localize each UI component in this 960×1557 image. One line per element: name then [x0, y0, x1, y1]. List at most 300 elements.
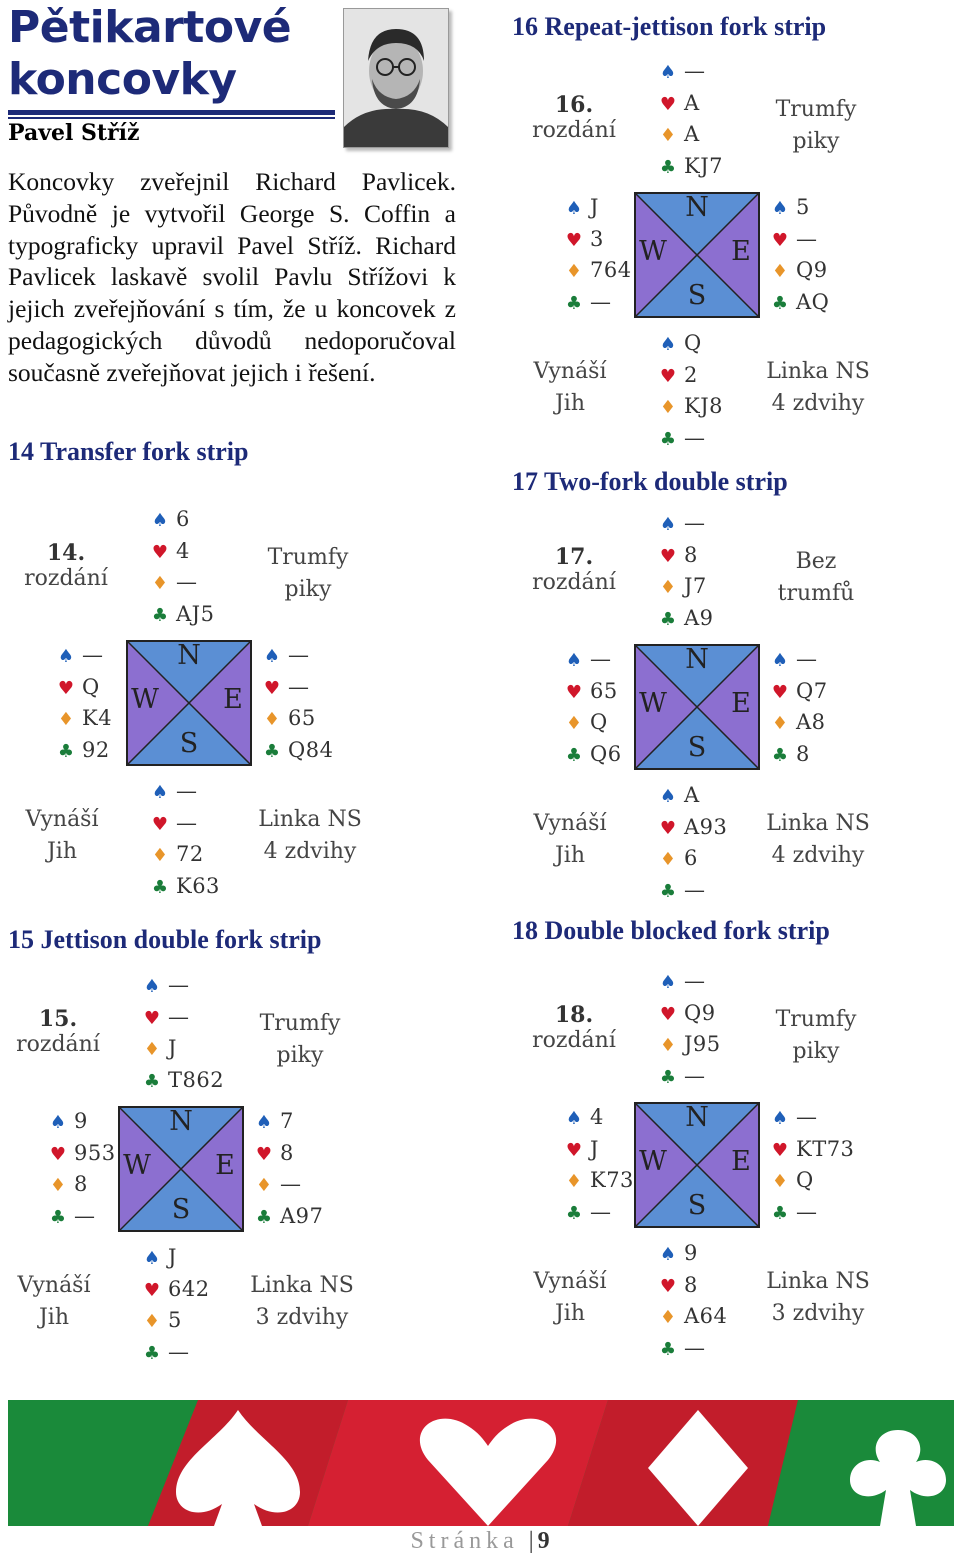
card-holding: 8 [796, 741, 810, 766]
card-holding: AQ [796, 289, 830, 314]
heart-icon: ♥ [659, 93, 677, 115]
card-holding: 5 [796, 195, 810, 219]
diamond-icon: ♦ [659, 1307, 677, 1328]
east-heart-row [770, 1134, 854, 1166]
deal-diagram-18 [508, 962, 948, 1382]
contract-line-2: piky [276, 1043, 324, 1068]
card-holding: 6 [176, 507, 190, 531]
heart-icon: ♥ [565, 1139, 583, 1161]
deal-number [16, 540, 116, 591]
compass-s: S [687, 280, 707, 311]
north-club-row [658, 151, 723, 183]
lead-label [510, 356, 630, 420]
target-line-2: 4 zdvihy [263, 839, 357, 864]
club-icon: ♣ [659, 428, 677, 450]
spade-icon: ♠ [151, 782, 169, 803]
diamond-icon: ♦ [565, 1171, 583, 1192]
lead-line-2: Jih [38, 1305, 70, 1330]
contract-label [756, 94, 876, 158]
north-diamond-row [658, 1029, 721, 1061]
hand-north [142, 970, 224, 1096]
east-club-row [770, 739, 828, 771]
compass-n: N [177, 640, 201, 671]
club-icon: ♣ [659, 1066, 677, 1088]
heart-icon: ♥ [49, 1143, 67, 1165]
south-heart-row [658, 360, 723, 392]
lead-line-2: Jih [46, 839, 78, 864]
south-club-row [658, 423, 723, 455]
club-icon: ♣ [771, 744, 789, 766]
north-club-row [142, 1065, 224, 1097]
compass-rose [634, 192, 760, 318]
diamond-icon: ♦ [659, 1035, 677, 1056]
south-diamond-row [150, 839, 220, 871]
card-holding: — [684, 59, 706, 83]
east-spade-row [262, 640, 333, 672]
contract-line-1: Trumfy [267, 545, 349, 570]
heart-icon: ♥ [143, 1007, 161, 1029]
title-rule-thick [8, 110, 335, 115]
south-club-row [658, 1333, 727, 1365]
deal-number [524, 1002, 624, 1053]
club-icon: ♣ [565, 1202, 583, 1224]
card-holding: J [590, 1136, 599, 1161]
card-holding: J95 [684, 1032, 721, 1056]
card-holding: 953 [74, 1140, 116, 1165]
heart-icon: ♥ [771, 229, 789, 251]
card-holding: — [168, 973, 190, 997]
card-holding: J [168, 1036, 177, 1060]
diamond-icon: ♦ [771, 713, 789, 734]
diamond-icon: ♦ [57, 709, 75, 730]
lead-line-1: Vynáší [25, 807, 99, 832]
compass-e: E [215, 1150, 235, 1181]
compass-rose [634, 644, 760, 770]
north-heart-row [658, 998, 721, 1030]
hand-east [770, 192, 829, 318]
spade-icon: ♠ [143, 1248, 161, 1269]
target-label [250, 804, 370, 868]
spade-icon: ♠ [659, 62, 677, 83]
card-holding: — [796, 226, 818, 251]
east-spade-row [770, 1102, 854, 1134]
card-holding: A8 [796, 710, 826, 734]
card-holding: — [288, 674, 310, 699]
card-holding: J7 [684, 574, 707, 598]
north-spade-row [658, 56, 723, 88]
spade-icon: ♠ [565, 1108, 583, 1129]
east-spade-row [254, 1106, 323, 1138]
compass-w: W [639, 236, 667, 267]
compass-w: W [131, 684, 159, 715]
north-club-row [658, 1061, 721, 1093]
contract-label [756, 546, 876, 610]
card-holding: 2 [684, 362, 698, 387]
card-holding: — [796, 1105, 818, 1129]
north-heart-row [658, 540, 714, 572]
card-holding: 8 [684, 542, 698, 567]
card-holding: A64 [684, 1304, 728, 1328]
compass-w: W [123, 1150, 151, 1181]
north-heart-row [150, 536, 214, 568]
compass-n: N [685, 192, 709, 223]
hand-north [658, 508, 714, 634]
compass-e: E [731, 236, 751, 267]
hand-north [150, 504, 214, 630]
diamond-icon: ♦ [49, 1175, 67, 1196]
title-rule-thin [8, 117, 335, 119]
target-line-2: 4 zdvihy [771, 843, 865, 868]
deal-18-heading: 18 Double blocked fork strip [512, 916, 830, 945]
card-holding: 9 [684, 1241, 698, 1265]
card-holding: K63 [176, 873, 220, 898]
west-club-row [48, 1201, 116, 1233]
card-holding: A97 [280, 1203, 324, 1228]
heart-icon: ♥ [659, 1275, 677, 1297]
diamond-icon: ♦ [151, 845, 169, 866]
lead-line-2: Jih [554, 1301, 586, 1326]
east-heart-row [262, 672, 333, 704]
hand-east [770, 1102, 854, 1228]
west-spade-row [564, 192, 632, 224]
title-line-1: Pětikartové [8, 2, 292, 53]
compass-e: E [731, 688, 751, 719]
spade-icon: ♠ [255, 1112, 273, 1133]
card-holding: — [590, 1199, 612, 1224]
east-diamond-row [254, 1169, 323, 1201]
compass-n: N [169, 1106, 193, 1137]
west-diamond-row [56, 703, 112, 735]
card-holding: — [590, 647, 612, 671]
south-heart-row [150, 808, 220, 840]
west-spade-row [48, 1106, 116, 1138]
heart-icon: ♥ [57, 677, 75, 699]
compass-rose [126, 640, 252, 766]
heart-icon: ♥ [659, 365, 677, 387]
heart-icon: ♥ [771, 681, 789, 703]
diamond-icon: ♦ [771, 1171, 789, 1192]
target-label [758, 808, 878, 872]
west-diamond-row [564, 1165, 634, 1197]
north-diamond-row [150, 567, 214, 599]
compass-s: S [687, 1190, 707, 1221]
south-spade-row [658, 328, 723, 360]
hand-west [56, 640, 112, 766]
contract-line-1: Trumfy [775, 1007, 857, 1032]
club-icon: ♣ [143, 1342, 161, 1364]
deal-label-text: rozdání [532, 570, 616, 595]
south-club-row [150, 871, 220, 903]
card-holding: — [176, 779, 198, 803]
hand-north [658, 56, 723, 182]
north-diamond-row [658, 571, 714, 603]
spade-icon: ♠ [659, 972, 677, 993]
card-holding: KT73 [796, 1136, 855, 1161]
south-heart-row [658, 812, 727, 844]
south-heart-row [142, 1274, 210, 1306]
west-diamond-row [564, 255, 632, 287]
hand-east [770, 644, 828, 770]
lead-line-1: Vynáší [533, 1269, 607, 1294]
compass-n: N [685, 644, 709, 675]
heart-icon: ♥ [151, 813, 169, 835]
heart-icon: ♥ [151, 541, 169, 563]
card-holding: A93 [684, 814, 728, 839]
target-line-1: Linka NS [766, 811, 870, 836]
card-holding: — [796, 1199, 818, 1224]
heart-icon: ♥ [659, 817, 677, 839]
contract-label [248, 542, 368, 606]
card-holding: 72 [176, 842, 204, 866]
card-holding: — [280, 1172, 302, 1196]
contract-line-2: trumfů [777, 581, 855, 606]
spade-icon: ♠ [771, 1108, 789, 1129]
card-holding: — [82, 643, 104, 667]
card-holding: KJ8 [684, 394, 723, 418]
card-holding: — [168, 1004, 190, 1029]
south-diamond-row [142, 1305, 210, 1337]
footer-separator: | [528, 1528, 534, 1554]
deal-number [524, 92, 624, 143]
north-spade-row [658, 966, 721, 998]
deal-diagram-17 [508, 504, 948, 924]
card-holding: A9 [684, 605, 714, 630]
card-holding: 92 [82, 737, 110, 762]
target-label [758, 1266, 878, 1330]
spade-icon: ♠ [57, 646, 75, 667]
deal-number [8, 1006, 108, 1057]
title-line-2: koncovky [8, 54, 237, 105]
club-icon: ♣ [255, 1206, 273, 1228]
east-club-row [262, 735, 333, 767]
card-holding: A [684, 90, 700, 115]
target-label [242, 1270, 362, 1334]
target-line-1: Linka NS [250, 1273, 354, 1298]
club-icon: ♣ [263, 740, 281, 762]
club-icon: ♣ [771, 292, 789, 314]
contract-line-1: Bez [795, 549, 837, 574]
lead-label [2, 804, 122, 868]
north-spade-row [658, 508, 714, 540]
target-line-1: Linka NS [258, 807, 362, 832]
south-spade-row [142, 1242, 210, 1274]
east-heart-row [770, 676, 828, 708]
card-holding: 764 [590, 258, 632, 282]
north-diamond-row [142, 1033, 224, 1065]
south-diamond-row [658, 1301, 727, 1333]
card-holding: — [176, 570, 198, 594]
west-spade-row [56, 640, 112, 672]
deal-diagram-14 [0, 500, 440, 920]
contract-line-2: piky [284, 577, 332, 602]
card-holding: — [684, 1335, 706, 1360]
page-footer [0, 1528, 960, 1555]
south-club-row [142, 1337, 210, 1369]
contract-line-1: Trumfy [775, 97, 857, 122]
compass-w: W [639, 688, 667, 719]
west-heart-row [564, 676, 622, 708]
card-holding: A [684, 783, 700, 807]
target-line-2: 3 zdvihy [771, 1301, 865, 1326]
card-holding: J [168, 1245, 177, 1269]
diamond-icon: ♦ [565, 261, 583, 282]
card-holding: 9 [74, 1109, 88, 1133]
card-holding: 5 [168, 1308, 182, 1332]
card-holding: — [288, 643, 310, 667]
compass-n: N [685, 1102, 709, 1133]
card-holding: 8 [280, 1140, 294, 1165]
contract-label [240, 1008, 360, 1072]
hand-east [254, 1106, 323, 1232]
diamond-icon: ♦ [659, 397, 677, 418]
card-holding: Q9 [684, 1000, 716, 1025]
diamond-icon: ♦ [659, 125, 677, 146]
compass-s: S [687, 732, 707, 763]
card-holding: — [590, 289, 612, 314]
deal-number [524, 544, 624, 595]
club-icon: ♣ [565, 744, 583, 766]
card-holding: AJ5 [176, 601, 215, 626]
card-holding: — [796, 647, 818, 671]
lead-label [0, 1270, 114, 1334]
card-holding: Q6 [590, 741, 622, 766]
hand-west [564, 1102, 634, 1228]
heart-icon: ♥ [263, 677, 281, 699]
spade-icon: ♠ [151, 510, 169, 531]
diamond-icon: ♦ [143, 1039, 161, 1060]
card-holding: Q9 [796, 258, 828, 282]
deal-label-text: rozdání [532, 1028, 616, 1053]
spade-icon: ♠ [771, 650, 789, 671]
card-holding: T862 [168, 1067, 225, 1092]
deal-label-text: rozdání [16, 1032, 100, 1057]
spade-icon: ♠ [565, 650, 583, 671]
heart-icon: ♥ [255, 1143, 273, 1165]
club-icon: ♣ [565, 292, 583, 314]
west-club-row [564, 1197, 634, 1229]
author-photo [343, 8, 449, 148]
lead-line-1: Vynáší [17, 1273, 91, 1298]
card-holding: Q [684, 331, 702, 355]
spade-icon: ♠ [659, 786, 677, 807]
west-spade-row [564, 644, 622, 676]
west-diamond-row [48, 1169, 116, 1201]
target-label [758, 356, 878, 420]
card-holding: J [590, 195, 599, 219]
intro-paragraph: Koncovky zveřejnil Richard Pavlicek. Původně je vytvořil George S. Coffin a typograficky upravil Pavel Stříž. Richard Pavlicek laskavě svolil Pavlu Střížovi k jejich zveřejňování s tím, že u koncovek z pedagogických důvodů nedoporučoval současně zveřejňovat jejich i řešení. [8, 167, 456, 387]
card-holding: 3 [590, 226, 604, 251]
page-title [8, 2, 338, 106]
east-diamond-row [770, 707, 828, 739]
west-club-row [564, 739, 622, 771]
spade-icon: ♠ [771, 198, 789, 219]
hand-south [658, 1238, 727, 1364]
deal-15-heading: 15 Jettison double fork strip [8, 925, 322, 954]
lead-line-2: Jih [554, 391, 586, 416]
club-icon: ♣ [771, 1202, 789, 1224]
west-heart-row [56, 672, 112, 704]
hand-south [150, 776, 220, 902]
compass-w: W [639, 1146, 667, 1177]
hand-south [142, 1242, 210, 1368]
card-holding: K73 [590, 1168, 634, 1192]
diamond-icon: ♦ [255, 1175, 273, 1196]
card-holding: Q [590, 710, 608, 734]
club-icon: ♣ [659, 1338, 677, 1360]
intro-text [8, 166, 456, 389]
north-heart-row [142, 1002, 224, 1034]
card-holding: — [684, 425, 706, 450]
north-club-row [150, 599, 214, 631]
west-club-row [56, 735, 112, 767]
north-spade-row [142, 970, 224, 1002]
spade-icon: ♠ [49, 1112, 67, 1133]
card-holding: Q84 [288, 737, 334, 762]
west-club-row [564, 287, 632, 319]
spade-icon: ♠ [565, 198, 583, 219]
card-holding: — [74, 1203, 96, 1228]
compass-e: E [223, 684, 243, 715]
deal-diagram-16 [508, 52, 948, 472]
north-spade-row [150, 504, 214, 536]
card-holding: KJ7 [684, 153, 723, 178]
west-spade-row [564, 1102, 634, 1134]
lead-line-1: Vynáší [533, 359, 607, 384]
diamond-icon: ♦ [143, 1311, 161, 1332]
spade-icon: ♠ [659, 334, 677, 355]
target-line-1: Linka NS [766, 359, 870, 384]
south-spade-row [658, 1238, 727, 1270]
card-holding: Q [82, 674, 100, 699]
south-diamond-row [658, 391, 723, 423]
spade-icon: ♠ [659, 514, 677, 535]
card-holding: 8 [74, 1172, 88, 1196]
suit-banner [8, 1400, 954, 1526]
deal-number-text: 17. [554, 544, 594, 570]
deal-16-heading: 16 Repeat-jettison fork strip [512, 12, 827, 41]
card-holding: 642 [168, 1276, 210, 1301]
contract-line-2: piky [792, 129, 840, 154]
east-diamond-row [262, 703, 333, 735]
deal-number-text: 15. [38, 1006, 78, 1032]
card-holding: Q7 [796, 678, 828, 703]
club-icon: ♣ [659, 880, 677, 902]
deal-label-text: rozdání [24, 566, 108, 591]
club-icon: ♣ [151, 876, 169, 898]
hand-north [658, 966, 721, 1092]
deal-14-heading: 14 Transfer fork strip [8, 437, 249, 466]
heart-icon: ♥ [659, 1003, 677, 1025]
card-holding: 4 [176, 538, 190, 563]
deal-17-heading: 17 Two-fork double strip [512, 467, 788, 496]
heart-icon: ♥ [565, 229, 583, 251]
heart-icon: ♥ [659, 545, 677, 567]
diamond-icon: ♦ [659, 577, 677, 598]
compass-e: E [731, 1146, 751, 1177]
south-heart-row [658, 1270, 727, 1302]
west-diamond-row [564, 707, 622, 739]
card-holding: 65 [590, 678, 618, 703]
deal-diagram-15 [0, 966, 432, 1386]
east-club-row [770, 287, 829, 319]
deal-label-text: rozdání [532, 118, 616, 143]
hand-east [262, 640, 333, 766]
compass-rose [118, 1106, 244, 1232]
diamond-icon: ♦ [565, 713, 583, 734]
target-line-1: Linka NS [766, 1269, 870, 1294]
south-spade-row [150, 776, 220, 808]
spade-icon: ♠ [263, 646, 281, 667]
